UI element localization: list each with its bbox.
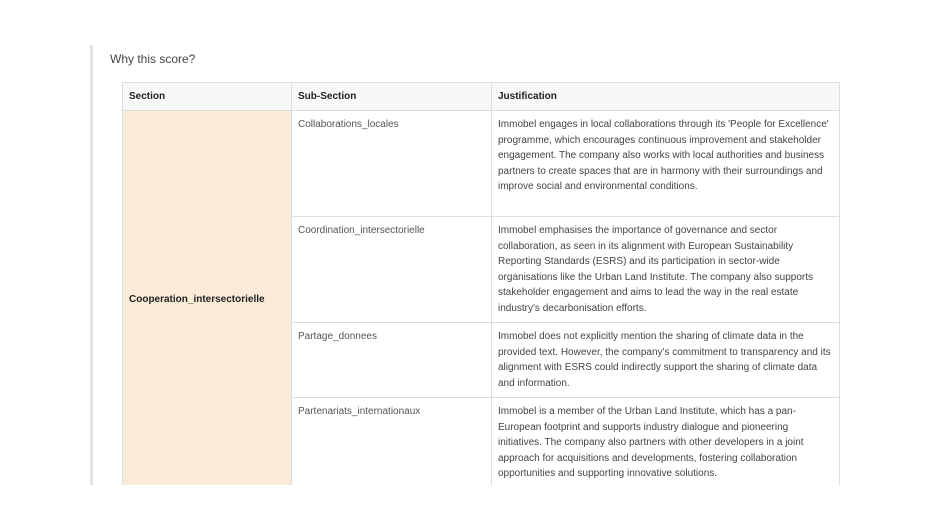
sub-section-cell: Partenariats_internationaux bbox=[292, 398, 492, 486]
justification-table bbox=[122, 82, 840, 485]
section-cell: Cooperation_intersectorielle bbox=[123, 111, 292, 486]
table-header-row bbox=[123, 83, 840, 111]
justification-cell: Immobel is a member of the Urban Land Institute, which has a pan-European footprint and supports industry dialogue and pioneering initiatives. The company also partners with other developers in a joint approach for acquisitions and developments, fostering collaboration opportunities and supporting innovative solutions. bbox=[492, 398, 840, 486]
column-header-justification: Justification bbox=[492, 83, 840, 111]
sub-section-cell: Coordination_intersectorielle bbox=[292, 217, 492, 323]
sub-section-cell: Collaborations_locales bbox=[292, 111, 492, 217]
score-explanation-panel bbox=[90, 45, 850, 485]
column-header-section: Section bbox=[123, 83, 292, 111]
justification-cell: Immobel engages in local collaborations through its 'People for Excellence' programme, which encourages continuous improvement and stakeholder engagement. The company also works with local authorities and business partners to create spaces that are in harmony with their surroundings and improve social and environmental conditions. bbox=[492, 111, 840, 217]
panel-title: Why this score? bbox=[110, 52, 196, 66]
table-row bbox=[123, 111, 840, 217]
justification-cell: Immobel does not explicitly mention the sharing of climate data in the provided text. However, the company's commitment to transparency and its alignment with ESRS could indirectly support the sharing of climate data and information. bbox=[492, 323, 840, 398]
column-header-sub-section: Sub-Section bbox=[292, 83, 492, 111]
justification-cell: Immobel emphasises the importance of governance and sector collaboration, as seen in its alignment with European Sustainability Reporting Standards (ESRS) and its participation in sector-wide organisations like the Urban Land Institute. The company also supports stakeholder engagement and aims to lead the way in the real estate industry's decarbonisation efforts. bbox=[492, 217, 840, 323]
sub-section-cell: Partage_donnees bbox=[292, 323, 492, 398]
